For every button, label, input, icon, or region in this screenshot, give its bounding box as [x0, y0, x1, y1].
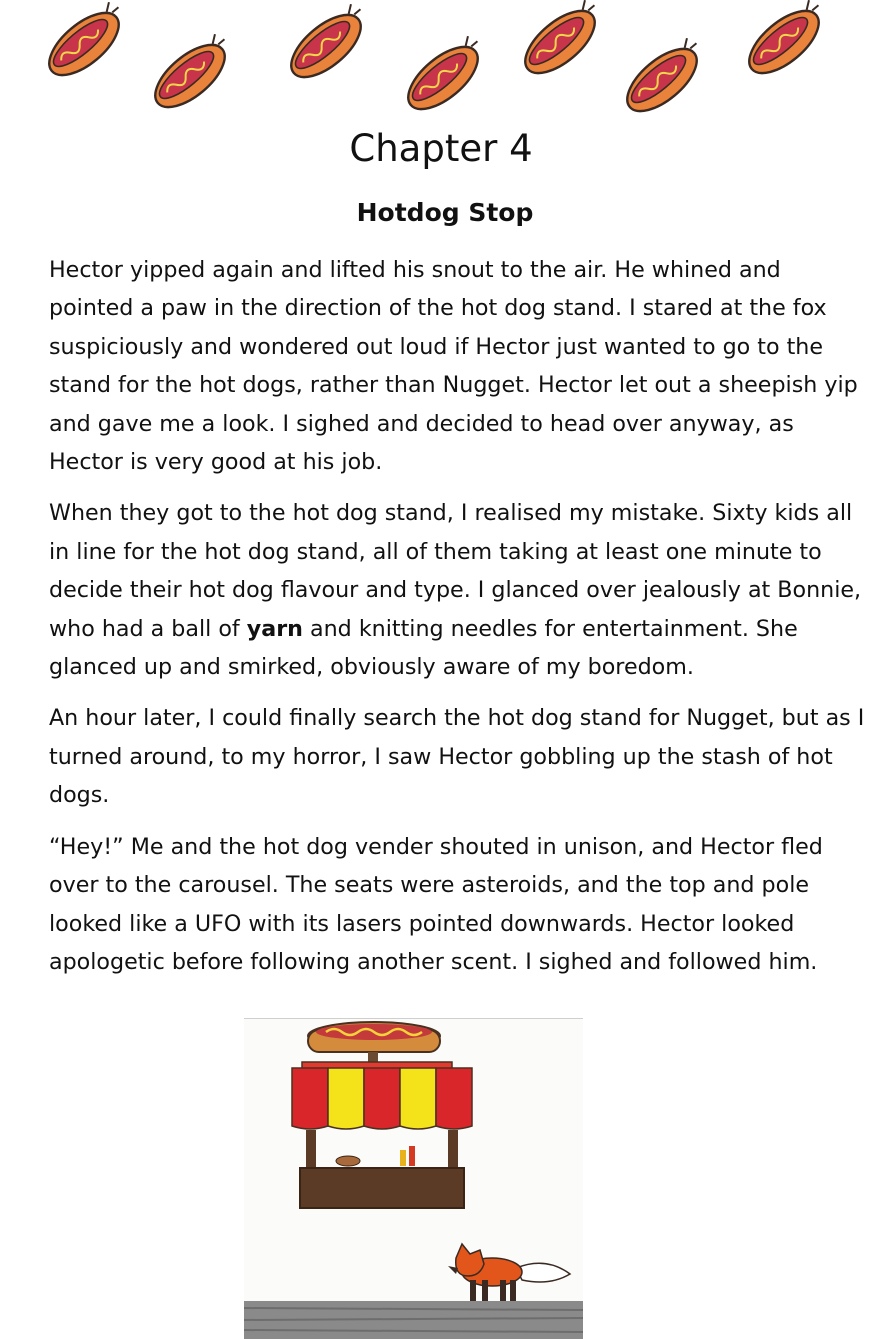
- chapter-subtitle: Hotdog Stop: [356, 198, 534, 227]
- hotdog-icon: [39, 0, 135, 86]
- chapter-title: Chapter 4: [349, 127, 533, 170]
- hotdog-icon: [515, 0, 611, 84]
- story-paragraph: “Hey!” Me and the hot dog vender shouted in unison, and Hector fled over to the carousel. The seats were asteroids, and the top and pole looked like a UFO with its lasers pointed downwards. Hector looked apologetic before following another scent. I sighed and followed him.: [49, 833, 823, 975]
- story-paragraph: Hector yipped again and lifted his snout to the air. He whined and pointed a paw in the direction of the hot dog stand. I stared at the fox suspiciously and wondered out loud if Hector just wanted to go to the stand for the hot dogs, rather than Nugget. Hector let out a sheepish yip and gave me a look. I sighed and decided to head over anyway, as Hector is very good at his job.: [49, 257, 858, 476]
- hotdog-icon: [145, 29, 241, 119]
- hotdog-icon: [398, 31, 494, 121]
- paragraph-text: and knitting needles for entertainment. She glanced up and smirked, obviously aware of my boredom.: [49, 615, 798, 681]
- hotdog-icon: [281, 0, 377, 88]
- story-text: [49, 251, 869, 994]
- striped-awning: [292, 1062, 472, 1129]
- bold-word: yarn: [246, 615, 303, 642]
- hotdog-icon: [739, 0, 835, 84]
- hotdog-icon: [617, 33, 713, 123]
- paragraph-text: When they got to the hot dog stand, I realised my mistake. Sixty kids all in line for the hot dog stand, all of them taking at least one minute to decide their hot dog flavour and type. I glanced over jealously at Bonnie, who had a ball of: [49, 500, 862, 642]
- story-paragraph: An hour later, I could finally search the hot dog stand for Nugget, but as I turned around, to my horror, I saw Hector gobbling up the stash of hot dogs.: [49, 705, 865, 809]
- story-paragraph: [49, 494, 869, 686]
- hotdog-border: [0, 0, 882, 125]
- hotdog-stand-illustration: [244, 1018, 583, 1339]
